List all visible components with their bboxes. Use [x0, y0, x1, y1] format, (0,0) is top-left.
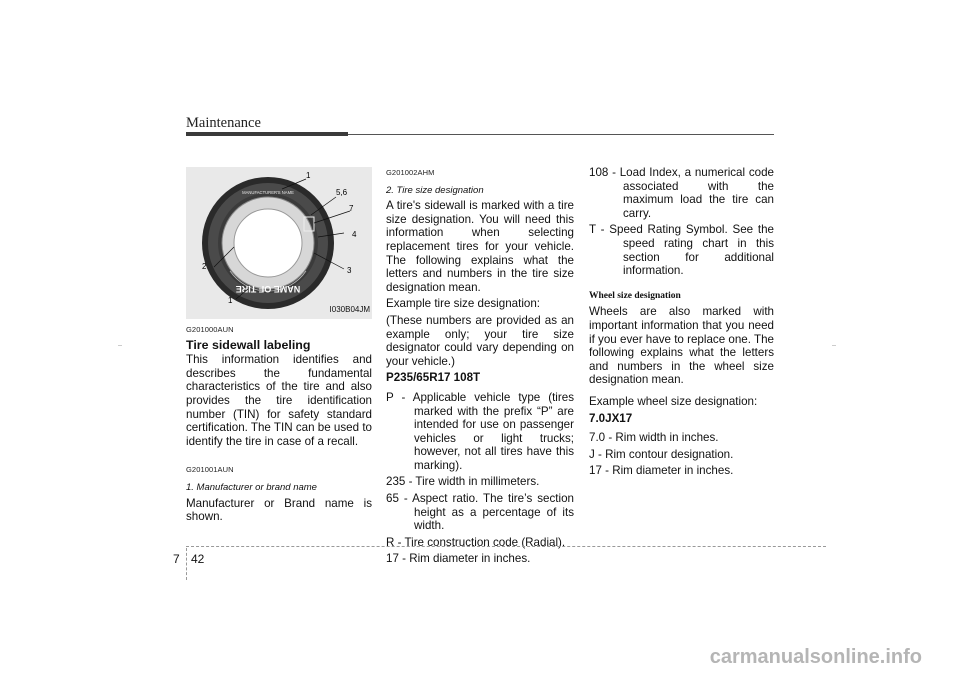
list-item: 17 - Rim diameter in inches.: [589, 464, 734, 478]
section-heading: Wheel size designation: [589, 290, 681, 301]
callout-4: 4: [352, 230, 357, 239]
example-label: Example tire size designation:: [386, 297, 541, 311]
body-text: Wheels are also marked with important information that you need if you ever have to replace one. The following explains what the letters and numbers in the wheel size designation mean.: [589, 305, 774, 387]
watermark-text: carmanualsonline.info: [709, 646, 922, 668]
callout-1-top: 1: [306, 171, 311, 180]
list-item: 108 - Load Index, a numerical code associated with the maximum load the tire can carry.: [589, 166, 774, 220]
list-item: J - Rim contour designation.: [589, 447, 734, 461]
section-code: G201000AUN: [186, 325, 234, 334]
callout-7: 7: [349, 204, 354, 213]
column-left: [186, 160, 372, 527]
subheading: 1. Manufacturer or brand name: [186, 481, 317, 493]
callout-3: 3: [347, 266, 352, 275]
list-item: P - Applicable vehicle type (tires marked with the prefix “P” are intended for use on passenger vehicles or light trucks; however, not all tires have this marking).: [386, 390, 574, 472]
tire-illustration: [186, 167, 372, 319]
footer-divider: [186, 548, 187, 580]
list-item: 235 - Tire width in millimeters.: [386, 475, 540, 489]
chapter-number: 7: [173, 552, 180, 566]
column-right: [589, 160, 774, 481]
list-item: R - Tire construction code (Radial).: [386, 535, 566, 549]
callout-2: 2: [202, 262, 207, 271]
list-item: 65 - Aspect ratio. The tire’s section height as a percentage of its width.: [386, 492, 574, 533]
page-header-title: Maintenance: [186, 115, 261, 131]
subheading: 2. Tire size designation: [386, 184, 484, 196]
body-text: Manufacturer or Brand name is shown.: [186, 496, 372, 524]
figure-code: I030B04JM: [329, 305, 370, 315]
example-note: (These numbers are provided as an example only; your tire size designator could vary depending on your vehicle.): [386, 313, 574, 368]
crop-mark: [832, 345, 836, 346]
body-text: A tire's sidewall is marked with a tire size designation. You will need this information when selecting replacement tires for your vehicle. The following explains what the letters and numbers in the tire size designation mean.: [386, 199, 574, 294]
sidewall-name-text: NAME OF TIRE: [235, 284, 301, 294]
footer-rule: [186, 546, 826, 547]
sidewall-manufacturer-text: MANUFACTURER'S NAME: [242, 190, 294, 195]
section-heading: Tire sidewall labeling: [186, 337, 311, 352]
list-item: 7.0 - Rim width in inches.: [589, 431, 719, 445]
header-rule: [348, 134, 774, 135]
section-code: G201001AUN: [186, 465, 234, 475]
tire-figure: [186, 167, 372, 319]
callout-5-6: 5,6: [336, 188, 348, 197]
callout-1-bottom: 1: [228, 296, 233, 305]
list-item: 17 - Rim diameter in inches.: [386, 552, 531, 566]
crop-mark: [118, 345, 122, 346]
column-middle: [386, 160, 574, 569]
example-label: Example wheel size designation:: [589, 394, 758, 408]
example-value: P235/65R17 108T: [386, 371, 481, 385]
example-value: 7.0JX17: [589, 411, 633, 425]
page-number: 42: [191, 552, 205, 566]
body-text: This information identifies and describes the fundamental characteristics of the tire and also provides the tire identification number (TIN) for safety standard certification. The TIN can be used to identify the tire in case of a recall.: [186, 353, 372, 448]
header-accent-bar: [186, 132, 348, 136]
section-code: G201002AHM: [386, 168, 435, 177]
list-item: T - Speed Rating Symbol. See the speed rating chart in this section for additional information.: [589, 223, 774, 278]
